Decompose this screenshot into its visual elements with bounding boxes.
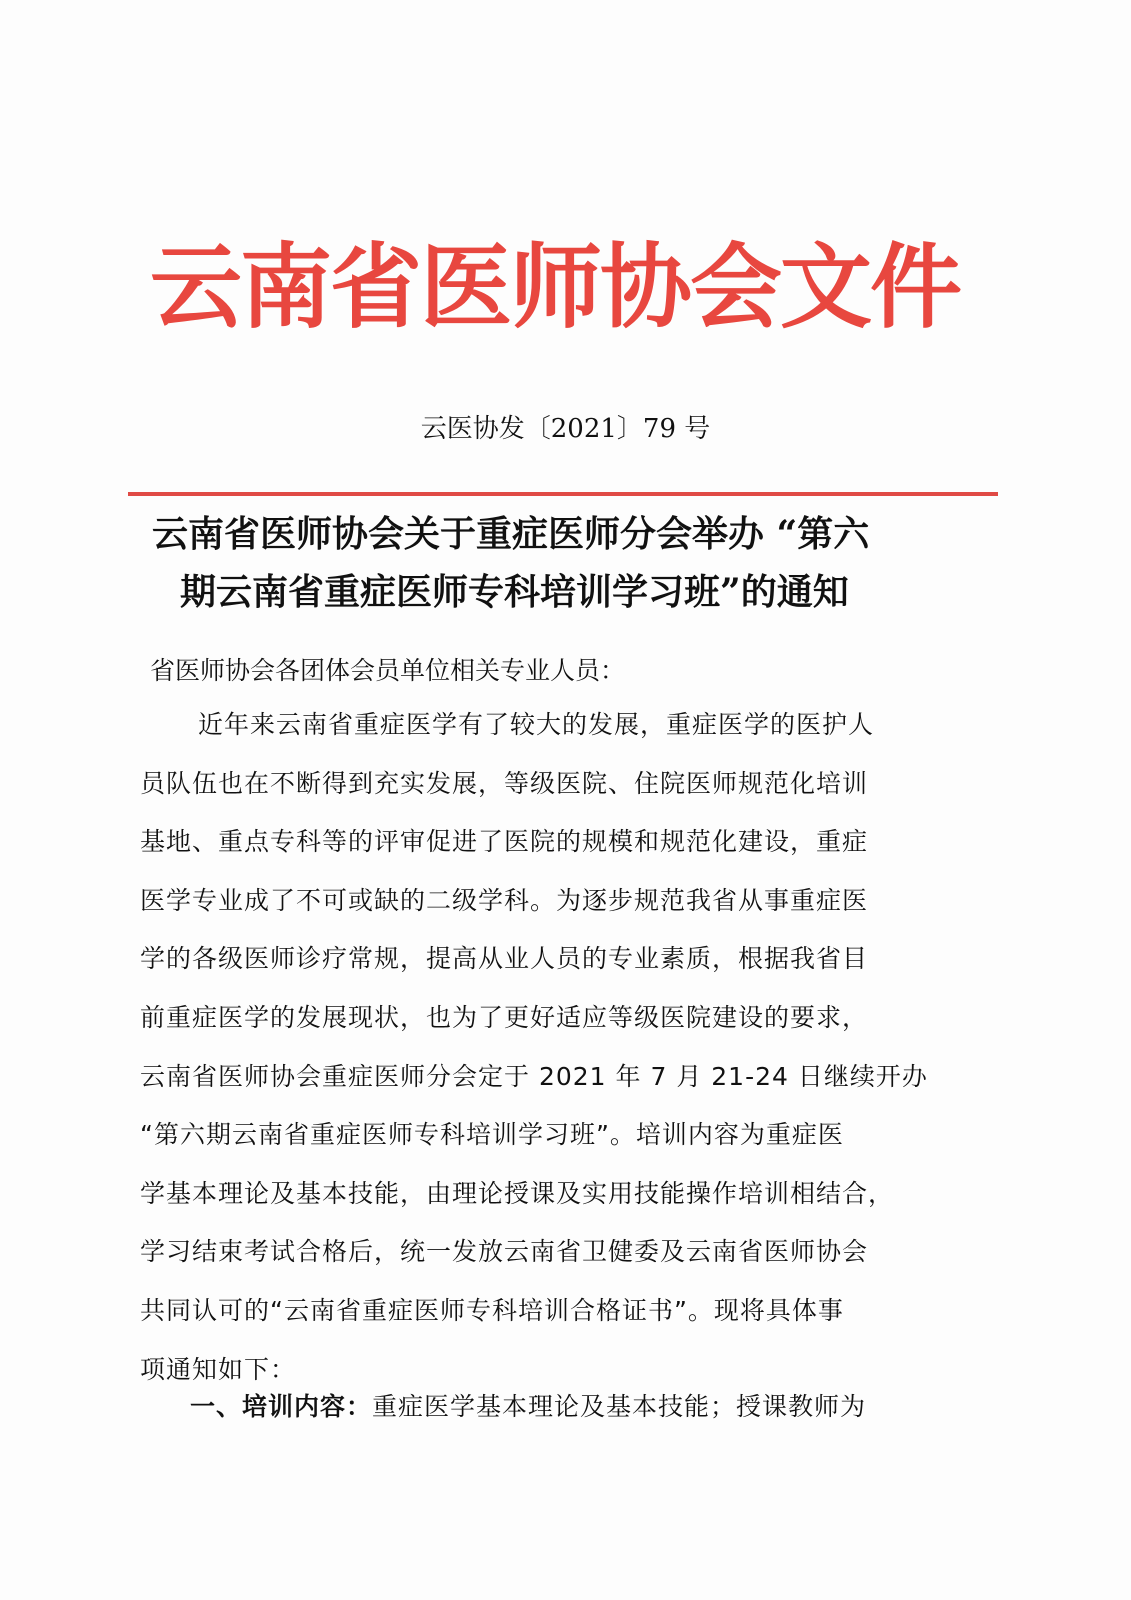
body-line: 员队伍也在不断得到充实发展，等级医院、住院医师规范化培训	[140, 768, 869, 798]
body-line: 云南省医师协会重症医师分会定于 2021 年 7 月 21-24 日继续开办	[140, 1061, 928, 1091]
body-line: 共同认可的“云南省重症医师专科培训合格证书”。现将具体事	[140, 1295, 844, 1325]
red-separator-rule	[128, 492, 998, 496]
body-line: 项通知如下：	[140, 1354, 297, 1384]
document-masthead: 云南省医师协会文件	[150, 233, 961, 341]
body-line: 基地、重点专科等的评审促进了医院的规模和规范化建设，重症	[140, 827, 869, 857]
section-training-content	[190, 1390, 1000, 1424]
notice-title-line-2: 期云南省重症医师专科培训学习班”的通知	[180, 571, 849, 613]
body-paragraph	[140, 696, 1000, 1399]
section-text: 重症医学基本理论及基本技能；授课教师为	[372, 1392, 867, 1421]
body-line: 学基本理论及基本技能，由理论授课及实用技能操作培训相结合，	[140, 1178, 895, 1208]
body-line: “第六期云南省重症医师专科培训学习班”。培训内容为重症医	[140, 1120, 844, 1150]
notice-title	[140, 505, 1000, 621]
body-line: 医学专业成了不可或缺的二级学科。为逐步规范我省从事重症医	[140, 885, 869, 915]
body-line: 学习结束考试合格后，统一发放云南省卫健委及云南省医师协会	[140, 1237, 869, 1267]
body-line: 学的各级医师诊疗常规，提高从业人员的专业素质，根据我省目	[140, 944, 869, 974]
document-number: 云医协发〔2021〕79 号	[420, 414, 711, 444]
notice-title-line-1: 云南省医师协会关于重症医师分会举办 “第六	[152, 513, 870, 555]
body-line: 前重症医学的发展现状，也为了更好适应等级医院建设的要求，	[140, 1002, 869, 1032]
section-heading: 一、培训内容：	[190, 1392, 373, 1421]
salutation: 省医师协会各团体会员单位相关专业人员：	[150, 656, 626, 685]
body-line: 近年来云南省重症医学有了较大的发展，重症医学的医护人	[198, 710, 875, 739]
